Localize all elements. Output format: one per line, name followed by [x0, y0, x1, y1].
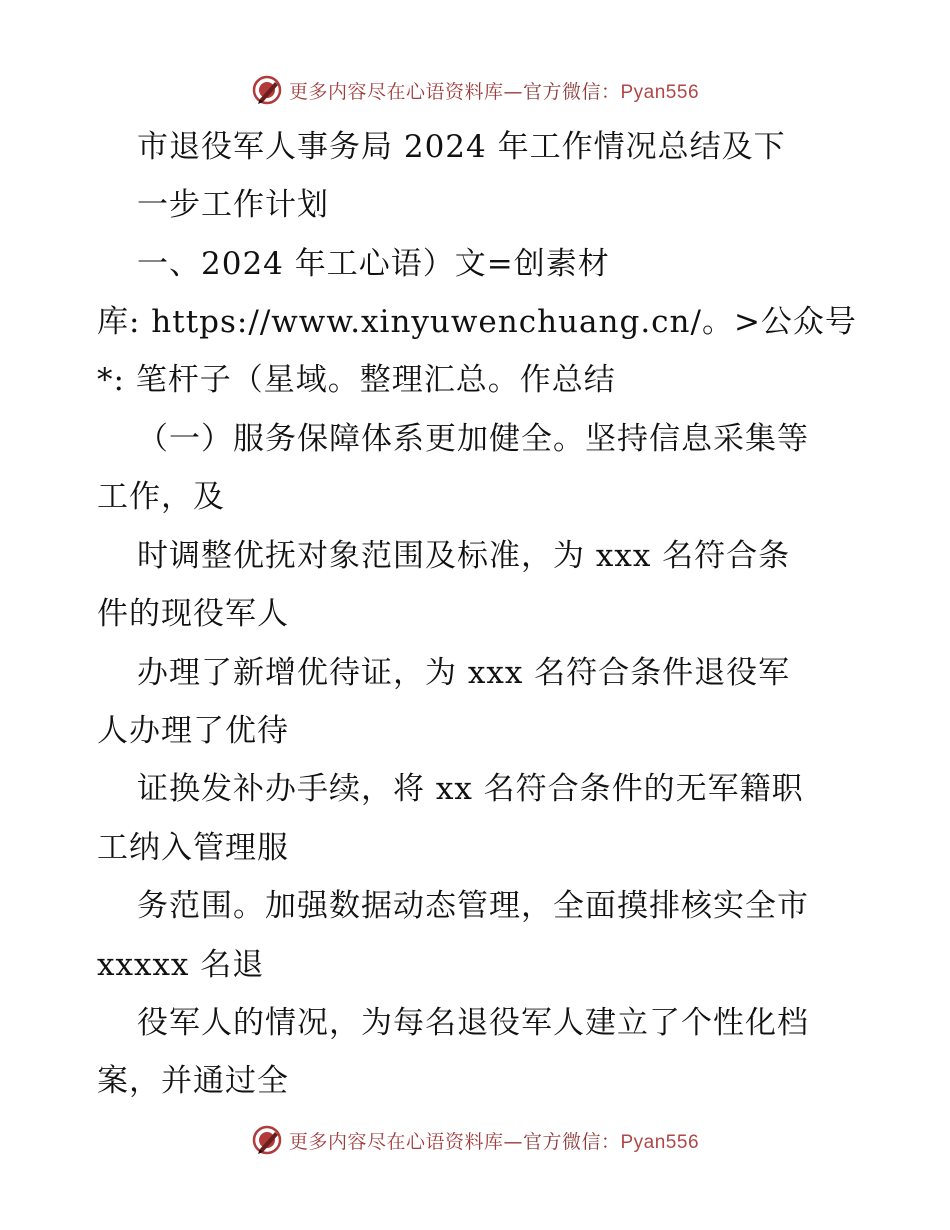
title-line-2: 一步工作计划	[137, 187, 329, 223]
body-line: 办理了新增优待证，为 xxx 名符合条件退役军	[137, 655, 791, 691]
watermark-text	[289, 1127, 699, 1154]
body-line: 人办理了优待	[97, 713, 289, 749]
watermark-separator: —	[503, 1130, 523, 1153]
body-line: 时调整优抚对象范围及标准，为 xxx 名符合条	[137, 538, 791, 574]
body-line: xxxxx 名退	[97, 947, 265, 983]
watermark-wechat-id: Pyan556	[620, 1131, 700, 1153]
footer-watermark	[0, 1120, 950, 1160]
pen-logo-icon	[251, 1124, 283, 1156]
section-heading-line: 一、2024 年工心语）文=创素材	[137, 246, 610, 282]
body-line: 务范围。加强数据动态管理，全面摸排核实全市	[137, 888, 809, 924]
watermark-wechat-label: 官方微信：	[522, 80, 621, 103]
header-watermark	[0, 70, 950, 110]
watermark-brand: 更多内容尽在心语资料库	[288, 80, 504, 103]
body-line: 证换发补办手续，将 xx 名符合条件的无军籍职	[137, 771, 804, 807]
watermark-wechat-label: 官方微信：	[522, 1130, 621, 1153]
watermark-separator: —	[503, 80, 523, 103]
watermark-text	[289, 77, 699, 104]
watermark-brand: 更多内容尽在心语资料库	[288, 1130, 504, 1153]
subsection-heading-line: （一）服务保障体系更加健全。坚持信息采集等	[137, 421, 809, 457]
title-line-1: 市退役军人事务局 2024 年工作情况总结及下	[137, 129, 786, 165]
body-line: 工纳入管理服	[97, 830, 289, 866]
body-line: 件的现役军人	[97, 596, 289, 632]
watermark-wechat-id: Pyan556	[620, 81, 700, 103]
body-line: 役军人的情况，为每名退役军人建立了个性化档	[137, 1005, 809, 1041]
body-line: *: 笔杆子（星域。整理汇总。作总结	[97, 362, 616, 398]
body-line: 工作，及	[97, 479, 225, 515]
body-line: 案，并通过全	[97, 1063, 289, 1099]
body-line: 库: https://www.xinyuwenchuang.cn/。>公众号	[97, 304, 857, 340]
pen-logo-icon	[251, 74, 283, 106]
